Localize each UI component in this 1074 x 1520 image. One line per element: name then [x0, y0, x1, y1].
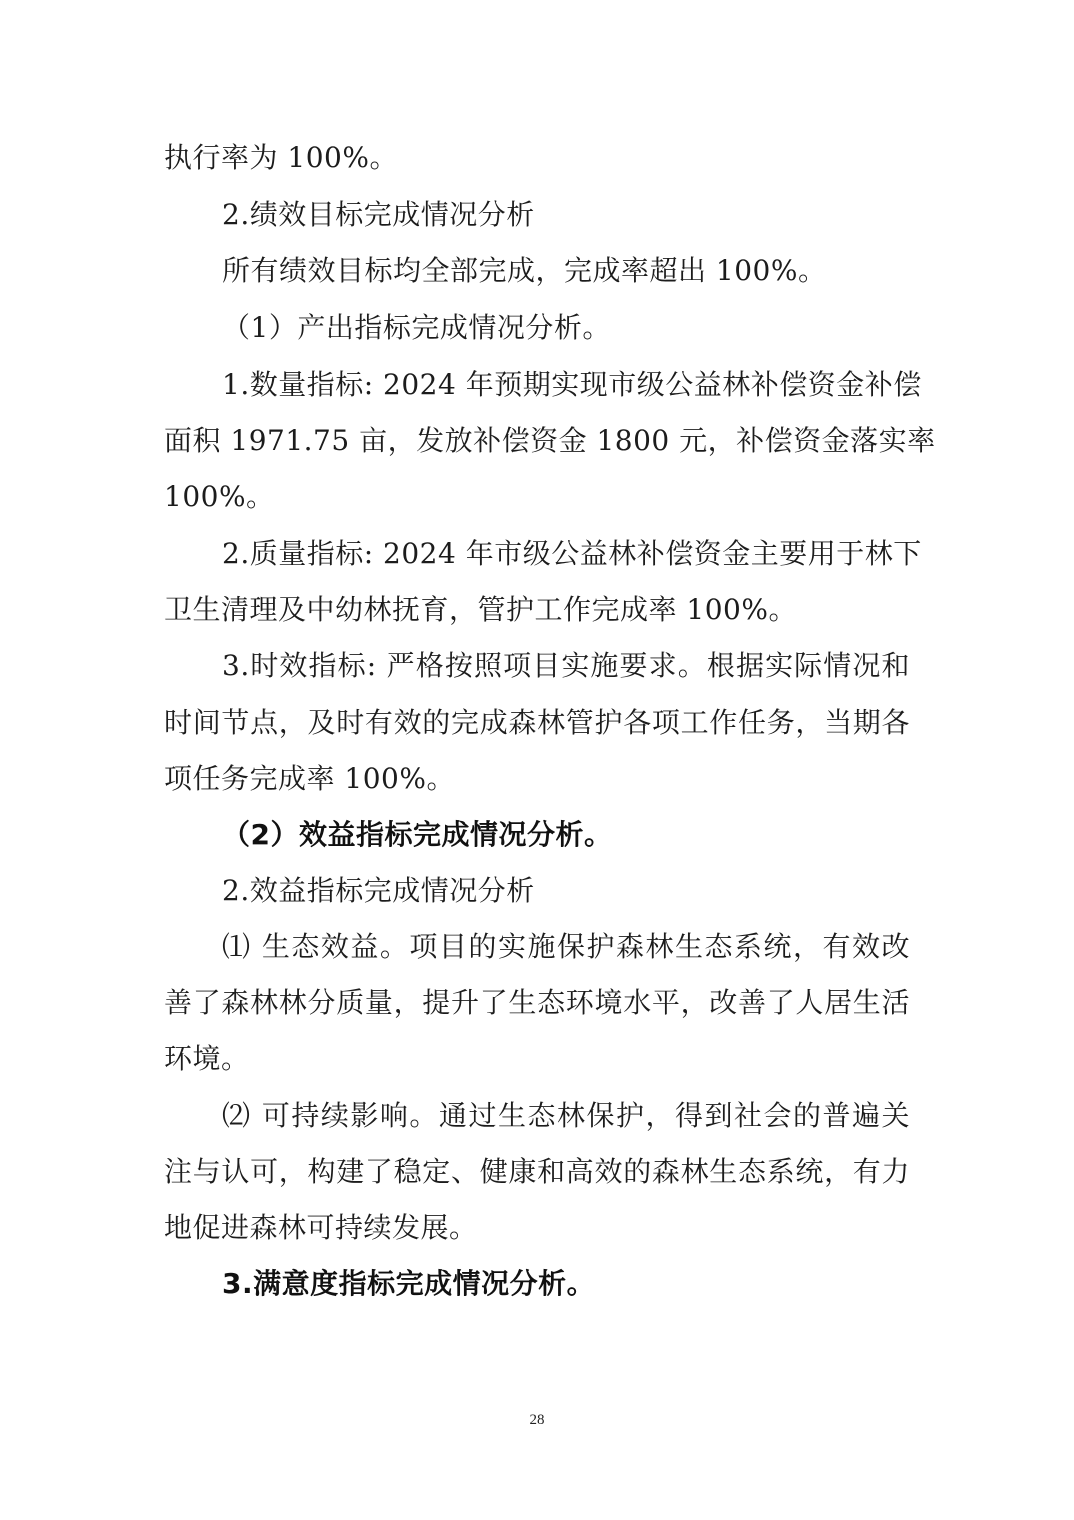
section-heading: 3.满意度指标完成情况分析。	[222, 1267, 596, 1300]
body-text-line: 注与认可，构建了稳定、健康和高效的森林生态系统，有力	[164, 1155, 910, 1188]
section-heading: 2.效益指标完成情况分析	[222, 874, 535, 907]
body-text-line: 面积 1971.75 亩，发放补偿资金 1800 元，补偿资金落实率	[164, 424, 936, 457]
section-heading: （2）效益指标完成情况分析。	[222, 818, 613, 851]
body-text-line: ⑵ 可持续影响。通过生态林保护，得到社会的普遍关	[222, 1099, 910, 1132]
body-text-line: 2.质量指标: 2024 年市级公益林补偿资金主要用于林下	[222, 537, 922, 570]
body-text-line: 1.数量指标: 2024 年预期实现市级公益林补偿资金补偿	[222, 368, 922, 401]
section-heading: 2.绩效目标完成情况分析	[222, 198, 535, 231]
body-text-line: 卫生清理及中幼林抚育，管护工作完成率 100%。	[164, 593, 797, 626]
body-text-line: 时间节点，及时有效的完成森林管护各项工作任务，当期各	[164, 706, 910, 739]
body-text-line: 环境。	[164, 1042, 250, 1075]
body-text-line: 执行率为 100%。	[164, 141, 398, 174]
body-text-line: 100%。	[164, 480, 275, 513]
page-number: 28	[529, 1412, 545, 1428]
section-heading: （1）产出指标完成情况分析。	[222, 311, 611, 344]
body-text-line: 3.时效指标: 严格按照项目实施要求。根据实际情况和	[222, 649, 910, 682]
body-text-line: 所有绩效目标均全部完成，完成率超出 100%。	[222, 254, 827, 287]
body-text-line: 项任务完成率 100%。	[164, 762, 455, 795]
body-text-line: ⑴ 生态效益。项目的实施保护森林生态系统，有效改	[222, 930, 910, 963]
body-text-line: 善了森林林分质量，提升了生态环境水平，改善了人居生活	[164, 986, 910, 1019]
body-text-line: 地促进森林可持续发展。	[164, 1211, 478, 1244]
